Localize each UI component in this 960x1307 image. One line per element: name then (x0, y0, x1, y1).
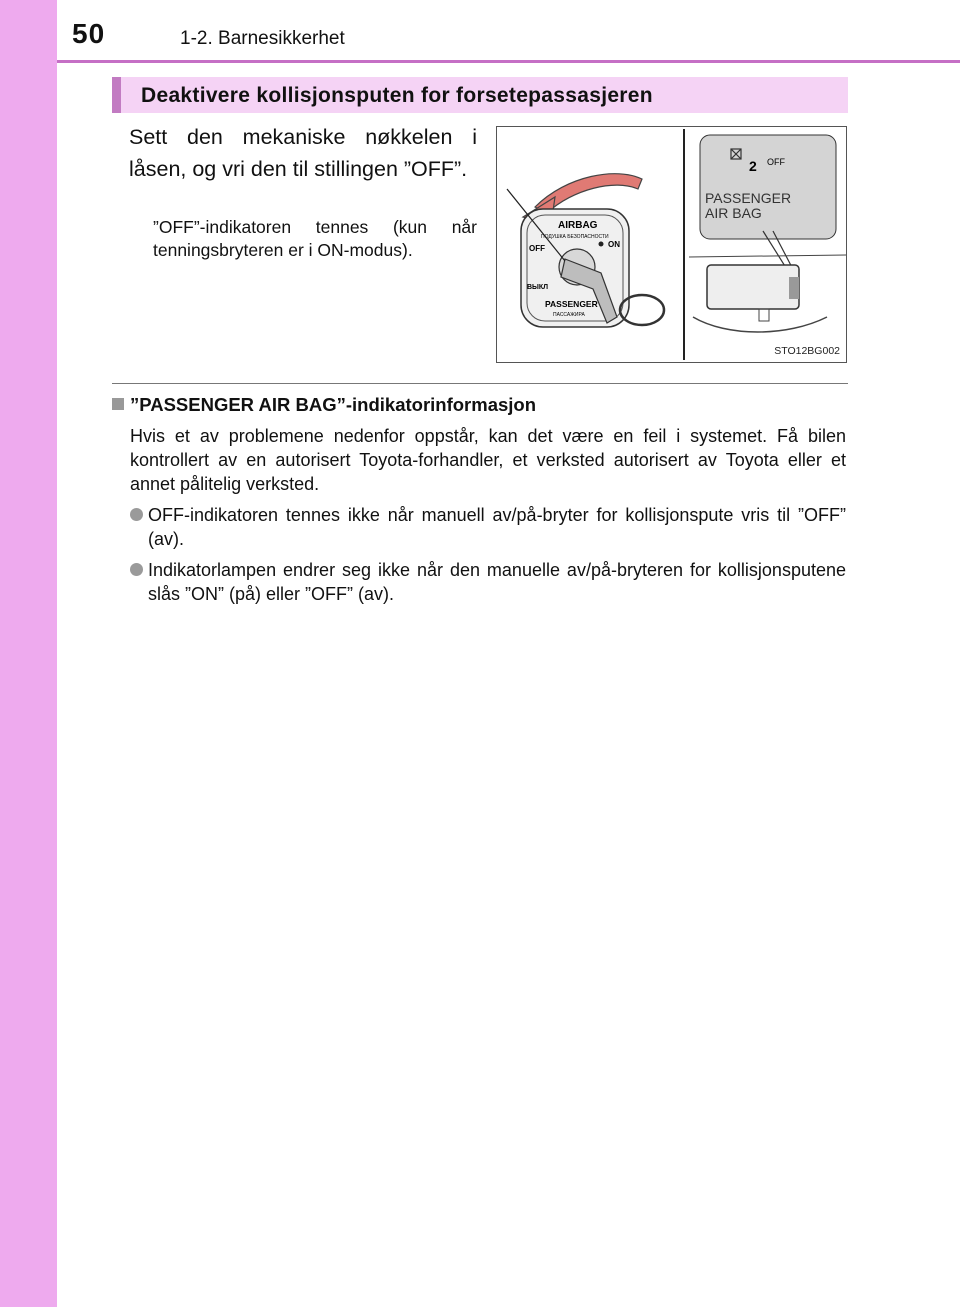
list-item (130, 503, 846, 551)
info-heading (112, 394, 852, 416)
switch-label-on: ON (608, 240, 620, 249)
square-bullet-icon (112, 398, 124, 410)
instruction-note: ”OFF”-indikatoren tennes (kun når tenningsbryteren er i ON-modus). (153, 217, 477, 260)
airbag-switch-figure (496, 126, 847, 363)
switch-label-vykl: ВЫКЛ (527, 284, 549, 291)
switch-label-passenger: PASSENGER (545, 299, 598, 309)
switch-label-airbag: AIRBAG (558, 220, 598, 231)
side-color-bar (0, 0, 57, 1307)
indicator-line1: PASSENGER (705, 190, 792, 206)
section-title: Deaktivere kollisjonsputen for forsetepassasjeren (141, 84, 653, 107)
list-item-text: OFF-indikatoren tennes ikke når manuell av/på-bryter for kollisjonspute vris til ”OFF” (av). (148, 505, 846, 549)
instruction-text: Sett den mekaniske nøkkelen i låsen, og vri den til stillingen ”OFF”. (129, 125, 477, 181)
dashboard-button (759, 309, 769, 321)
indicator-line2: AIR BAG (705, 205, 762, 221)
indicator-off-label: OFF (767, 157, 785, 167)
switch-label-ru-top: ПОДУШКА БЕЗОПАСНОСТИ (541, 234, 609, 240)
switch-label-off: OFF (529, 244, 545, 253)
airbag-switch-illustration (497, 127, 846, 362)
bullet-dot-icon (130, 563, 143, 576)
dashboard-edge (689, 255, 846, 257)
figure-code: STO12BG002 (774, 345, 840, 357)
list-item-text: Indikatorlampen endrer seg ikke når den manuelle av/på-bryteren for kollisjonsputene slås ”ON” (på) eller ”OFF” (av). (148, 560, 846, 604)
center-display (707, 265, 799, 309)
info-heading-text: ”PASSENGER AIR BAG”-indikatorinformasjon (130, 394, 537, 415)
switch-label-ru-bottom: ПАССАЖИРА (553, 312, 585, 318)
dashboard-lower-curve (693, 317, 827, 332)
breadcrumb: 1-2. Barnesikkerhet (180, 28, 345, 49)
section-header (112, 77, 848, 113)
section-divider (112, 383, 848, 384)
indicator-callout (700, 135, 836, 239)
header-divider (57, 60, 960, 63)
list-item (130, 558, 846, 606)
page-number: 50 (72, 18, 106, 49)
bullet-dot-icon (130, 508, 143, 521)
svg-text:2: 2 (749, 158, 757, 174)
indicator-lamp (789, 277, 799, 299)
info-body: Hvis et av problemene nedenfor oppstår, kan det være en feil i systemet. Få bilen kontrollert av en autorisert Toyota-forhandler, et verksted autorisert av Toyota eller et annet pålitelig verksted. (130, 426, 846, 494)
on-dot-icon (599, 242, 604, 247)
